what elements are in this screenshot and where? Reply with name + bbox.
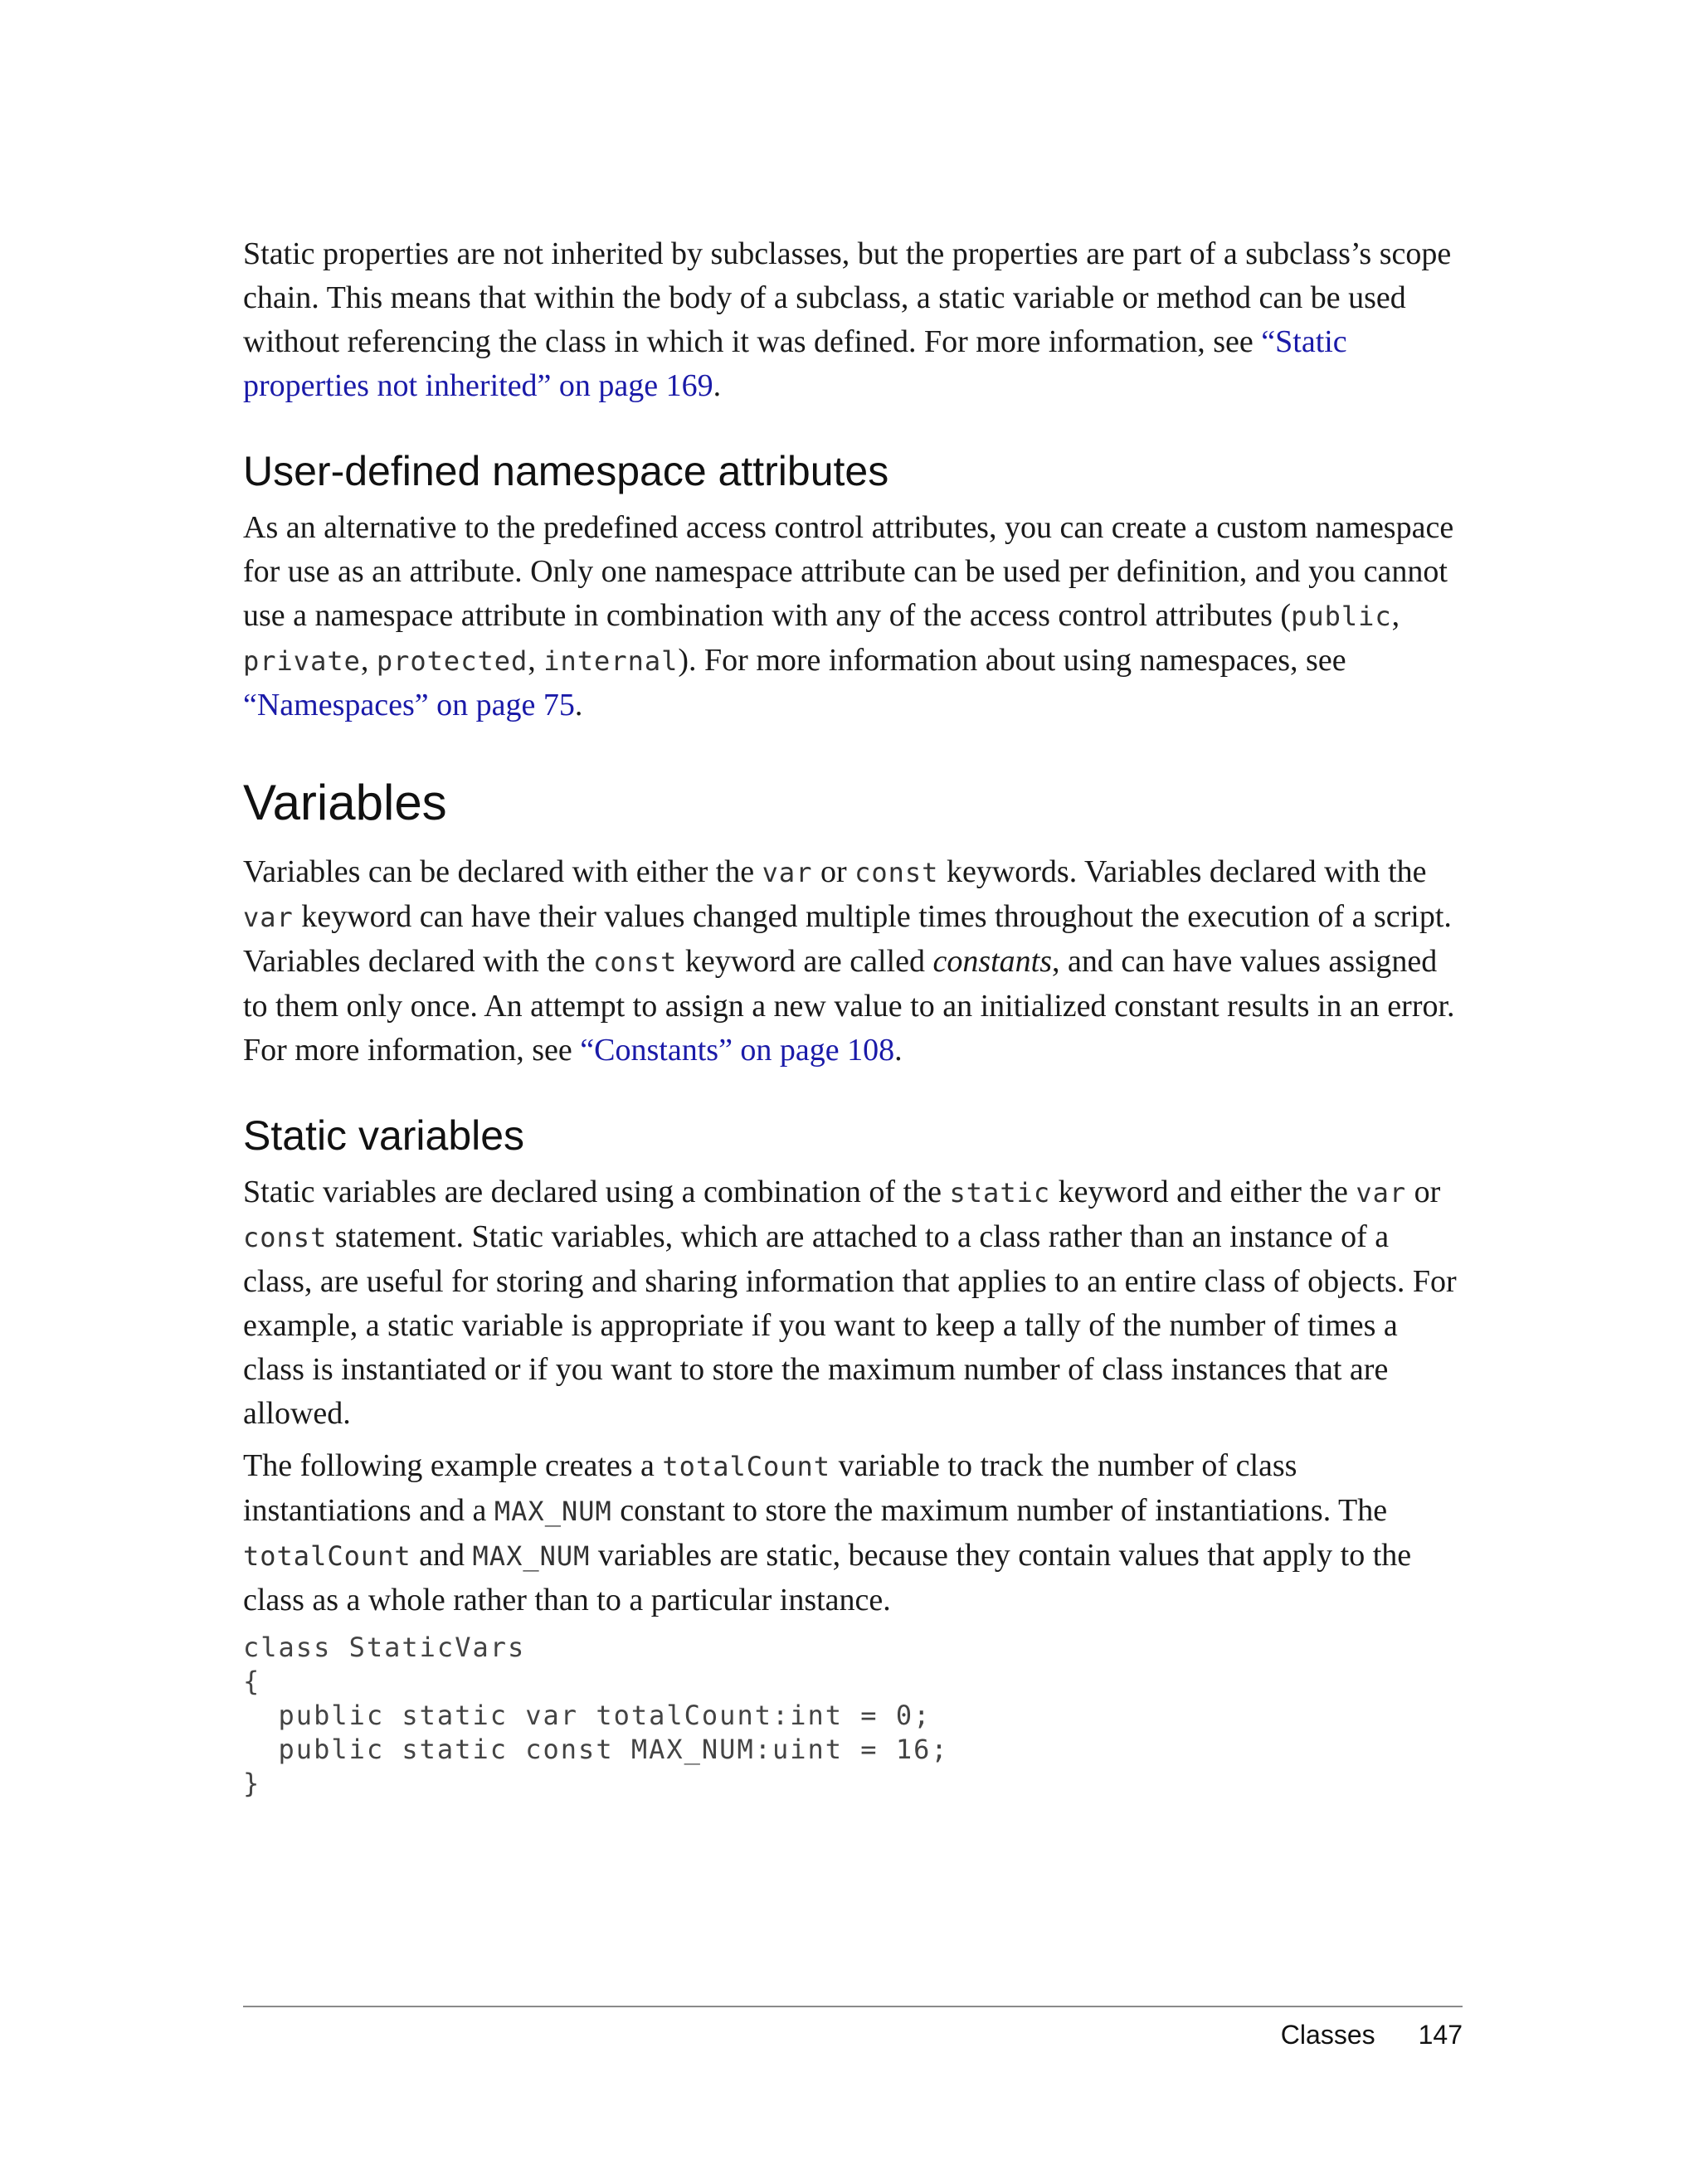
- heading-user-defined-namespace-attributes: User-defined namespace attributes: [243, 448, 889, 494]
- code-block-staticvars: class StaticVars { public static var totalCount:int = 0; public static const MAX_NUM:uint = 16; }: [243, 1632, 949, 1799]
- code-max-num: MAX_NUM: [472, 1540, 591, 1572]
- page-footer: [1281, 2020, 1463, 2050]
- code-const: const: [854, 857, 939, 888]
- code-static: static: [949, 1177, 1051, 1209]
- code-var: var: [1356, 1177, 1407, 1209]
- link-constants[interactable]: “Constants” on page 108: [580, 1033, 895, 1068]
- code-var: var: [243, 902, 294, 933]
- paragraph-variables: Variables can be declared with either the var or const keywords. Variables declared with the var keyword can have their values changed multiple times throughout the execution of a script. Variables declared with the const keyword are called constants, and can have values assigned to them only once. An attempt to assign a new value to an initialized constant results in an error. For more information, see “Constants” on page 108.: [243, 854, 1455, 1068]
- code-public: public: [1291, 601, 1392, 632]
- emphasis-constants: constants: [932, 944, 1053, 979]
- heading-variables: Variables: [243, 775, 447, 830]
- paragraph-static-variables: Static variables are declared using a combination of the static keyword and either the var or const statement. Static variables, which are attached to a class rather than an instance of a class, are useful for storing and sharing information that applies to an entire class of objects. For example, a static variable is appropriate if you want to keep a tally of the number of times a class is instantiated or if you want to store the maximum number of class instances that are allowed.: [243, 1175, 1457, 1431]
- code-const: const: [593, 946, 678, 978]
- code-totalcount: totalCount: [243, 1540, 411, 1572]
- footer-divider: [243, 2006, 1463, 2007]
- code-var: var: [762, 857, 813, 888]
- paragraph-namespace-attributes: As an alternative to the predefined access control attributes, you can create a custom namespace for use as an attribute. Only one namespace attribute can be used per definition, and you cannot use a namespace attribute in combination with any of the access control attributes (public, private, protected, internal). For more information about using namespaces, see “Namespaces” on page 75.: [243, 510, 1454, 722]
- paragraph-static-inheritance: Static properties are not inherited by subclasses, but the properties are part of a subclass’s scope chain. This means that within the body of a subclass, a static variable or method can be used without referencing the class in which it was defined. For more information, see “Static properties not inherited” on page 169.: [243, 236, 1452, 403]
- footer-section-title: Classes: [1280, 2020, 1375, 2050]
- link-static-properties-not-inherited[interactable]: “Static properties not inherited” on page 169: [243, 324, 1347, 403]
- heading-static-variables: Static variables: [243, 1112, 525, 1159]
- page-number: 147: [1418, 2020, 1463, 2050]
- code-private: private: [243, 645, 361, 677]
- page-content: [243, 232, 1463, 1801]
- code-protected: protected: [376, 645, 528, 677]
- code-const: const: [243, 1222, 328, 1253]
- paragraph-example-intro: The following example creates a totalCount variable to track the number of class instantiations and a MAX_NUM constant to store the maximum number of instantiations. The totalCount and MAX_NUM variables are static, because they contain values that apply to the class as a whole rather than to a particular instance.: [243, 1448, 1412, 1617]
- link-namespaces[interactable]: “Namespaces” on page 75: [243, 688, 575, 722]
- code-max-num: MAX_NUM: [494, 1496, 612, 1527]
- code-totalcount: totalCount: [662, 1451, 831, 1482]
- code-internal: internal: [543, 645, 679, 677]
